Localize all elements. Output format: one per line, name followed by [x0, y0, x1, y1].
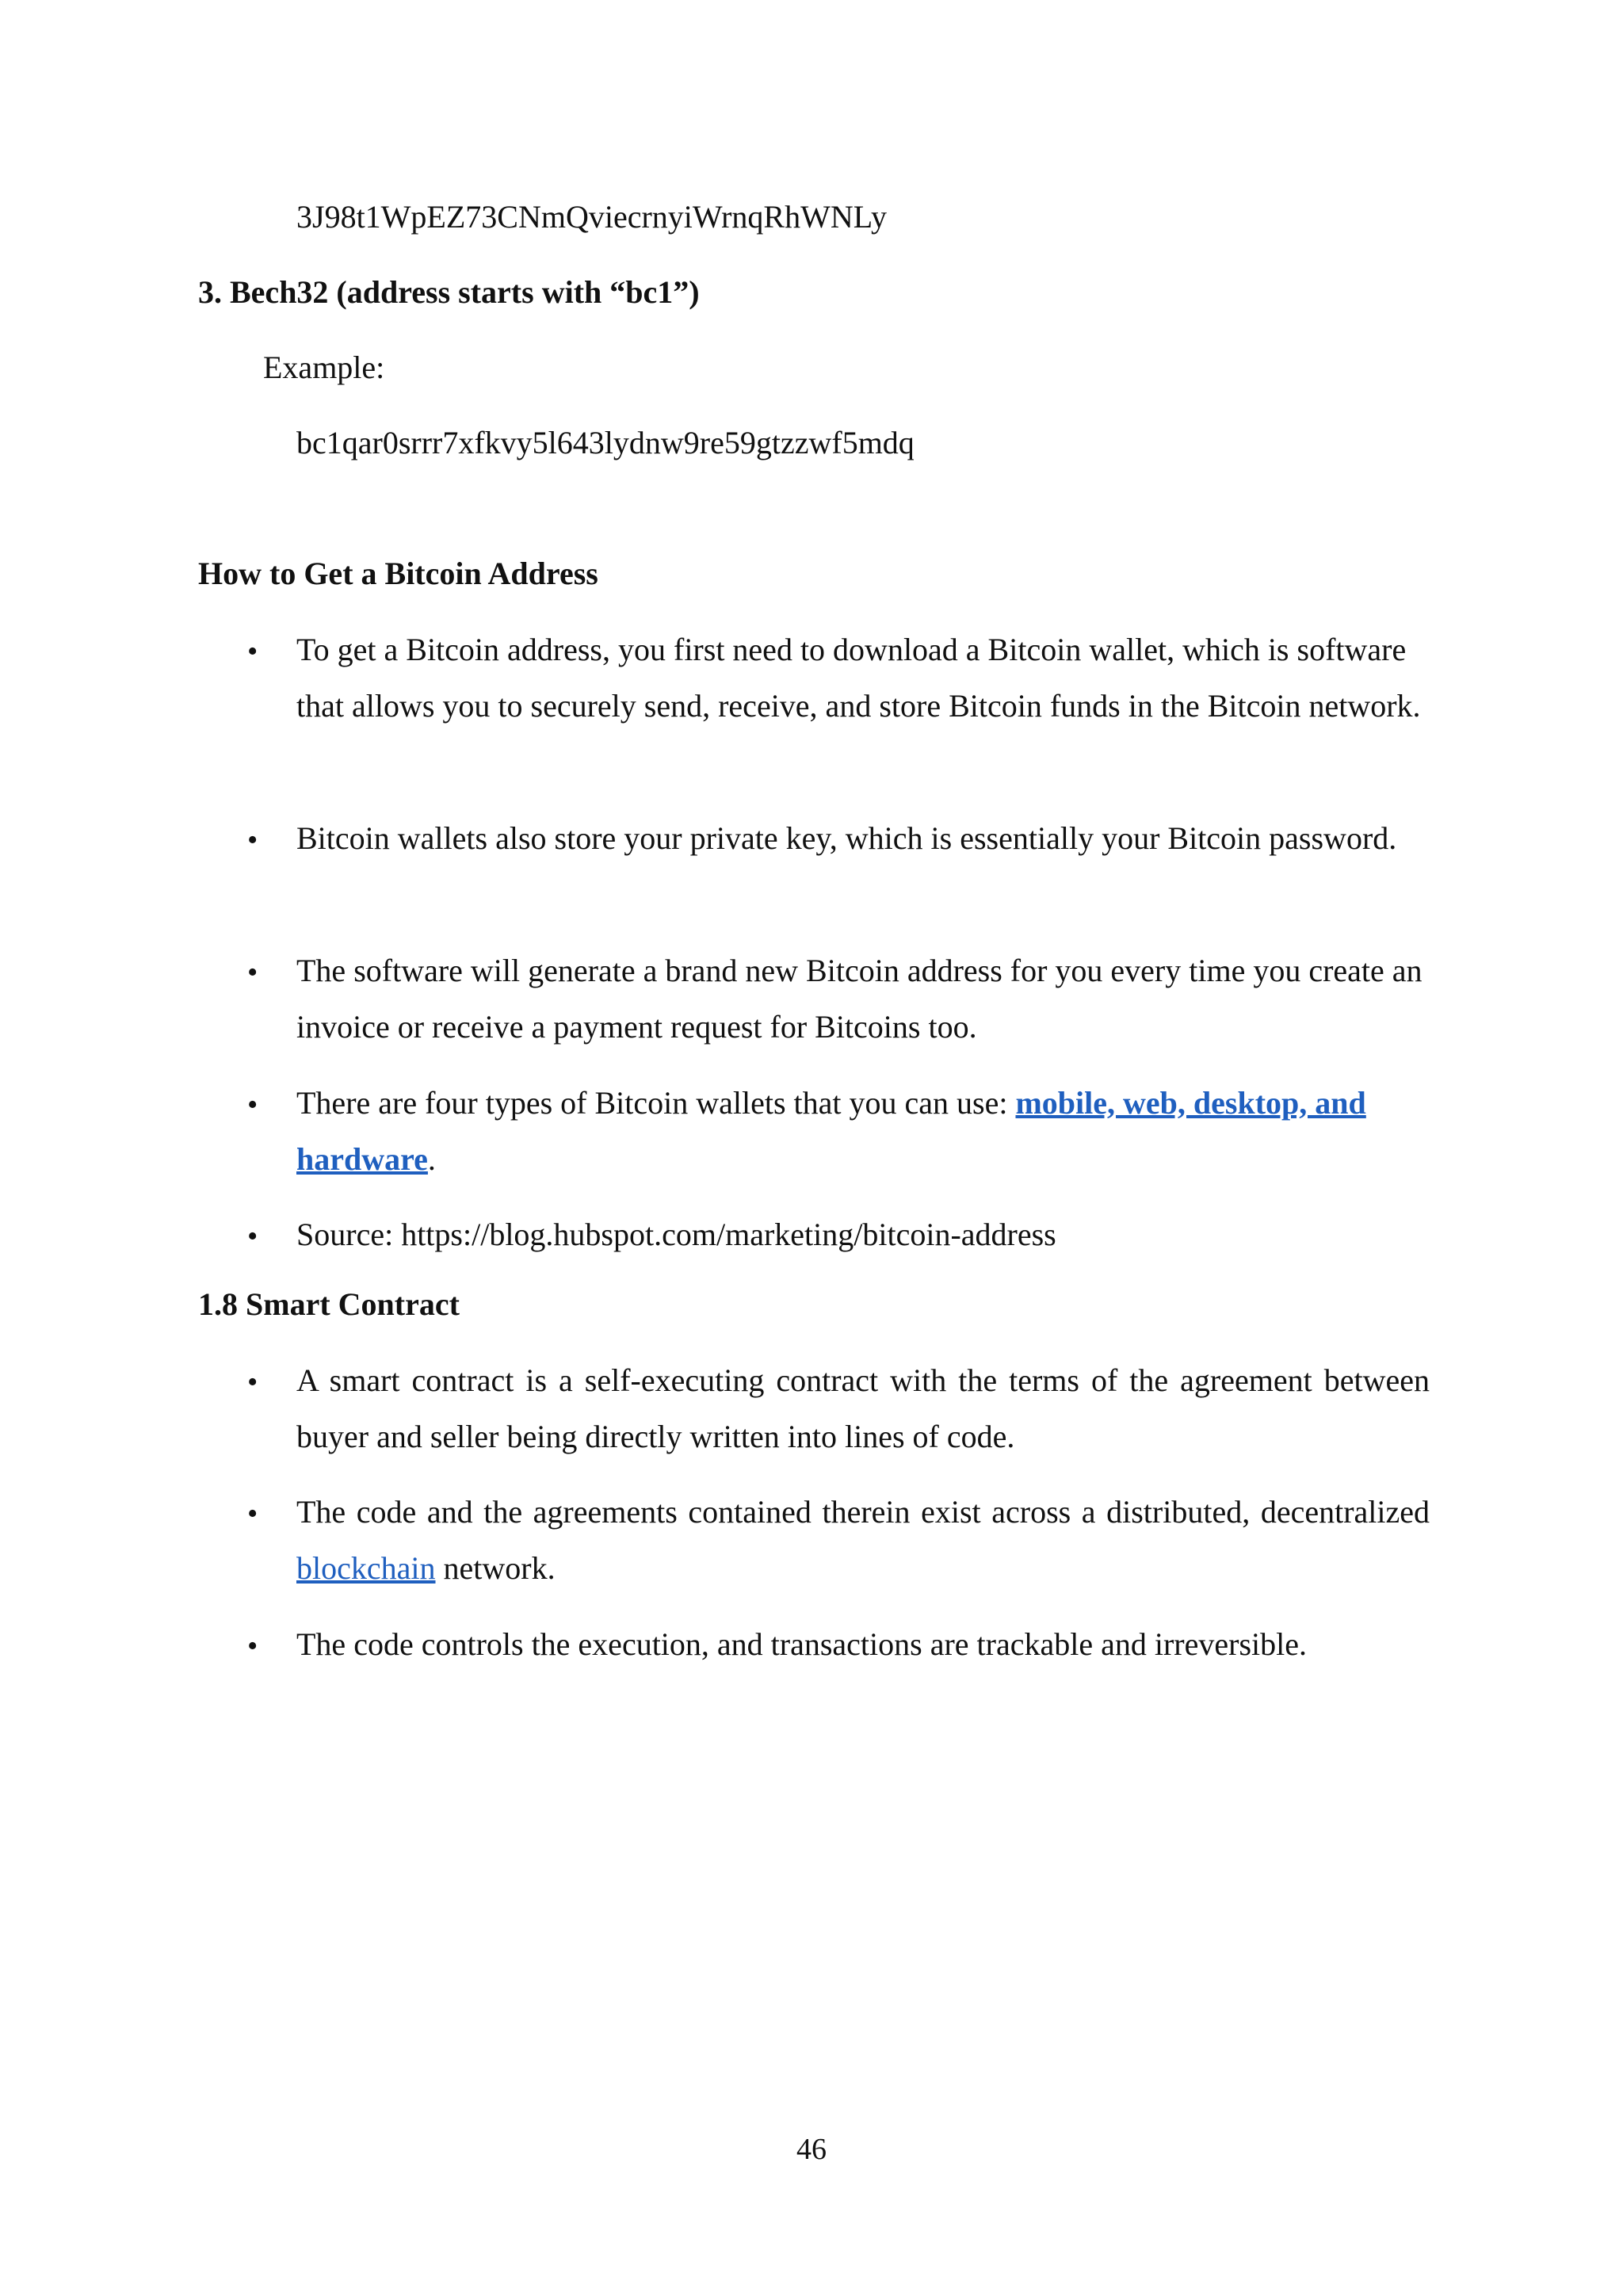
get-address-bullet-4	[296, 1075, 1430, 1187]
blockchain-link[interactable]: blockchain	[296, 1550, 436, 1586]
smart-contract-bullet-1: A smart contract is a self-executing contract with the terms of the agreement between buyer and seller being directly written into lines of code.	[296, 1362, 1430, 1454]
bech32-heading: 3. Bech32 (address starts with “bc1”)	[198, 274, 700, 310]
bullet-symbol: •	[247, 1220, 258, 1253]
bullet-symbol: •	[247, 1088, 258, 1121]
get-address-bullet-1: To get a Bitcoin address, you first need to download a Bitcoin wallet, which is software that allows you to securely send, receive, and store Bitcoin funds in the Bitcoin network.	[296, 632, 1421, 724]
bullet-symbol: •	[247, 1366, 258, 1399]
bullet-symbol: •	[247, 635, 258, 668]
wallet-types-prefix: There are four types of Bitcoin wallets that you can use:	[296, 1085, 1016, 1121]
smart-contract-bullet-3: The code controls the execution, and transactions are trackable and irreversible.	[296, 1626, 1307, 1662]
wallet-types-link[interactable]: mobile, web, desktop, and hardware	[296, 1085, 1366, 1177]
get-address-bullet-2: Bitcoin wallets also store your private key, which is essentially your Bitcoin password.	[296, 820, 1397, 856]
page-number: 46	[796, 2133, 827, 2166]
bech32-example-address: bc1qar0srrr7xfkvy5l643lydnw9re59gtzzwf5mdq	[296, 425, 915, 460]
bullet-symbol: •	[247, 956, 258, 989]
legacy-example-address: 3J98t1WpEZ73CNmQviecrnyiWrnqRhWNLy	[296, 199, 887, 235]
wallet-types-suffix: .	[427, 1141, 436, 1177]
bullet2-suffix: network.	[435, 1550, 556, 1586]
bech32-example-label: Example:	[263, 350, 385, 385]
bullet-symbol: •	[247, 1629, 258, 1663]
get-address-source: Source: https://blog.hubspot.com/marketing/bitcoin-address	[296, 1217, 1056, 1252]
smart-contract-bullet-2	[296, 1484, 1430, 1596]
bullet-symbol: •	[247, 1497, 258, 1530]
get-address-bullet-3: The software will generate a brand new Bitcoin address for you every time you create an invoice or receive a payment request for Bitcoins too.	[296, 953, 1423, 1045]
get-address-heading: How to Get a Bitcoin Address	[198, 556, 598, 591]
smart-contract-heading: 1.8 Smart Contract	[198, 1286, 460, 1322]
bullet2-prefix: The code and the agreements contained therein exist across a distributed, decentralized	[296, 1494, 1430, 1530]
bullet-symbol: •	[247, 823, 258, 857]
